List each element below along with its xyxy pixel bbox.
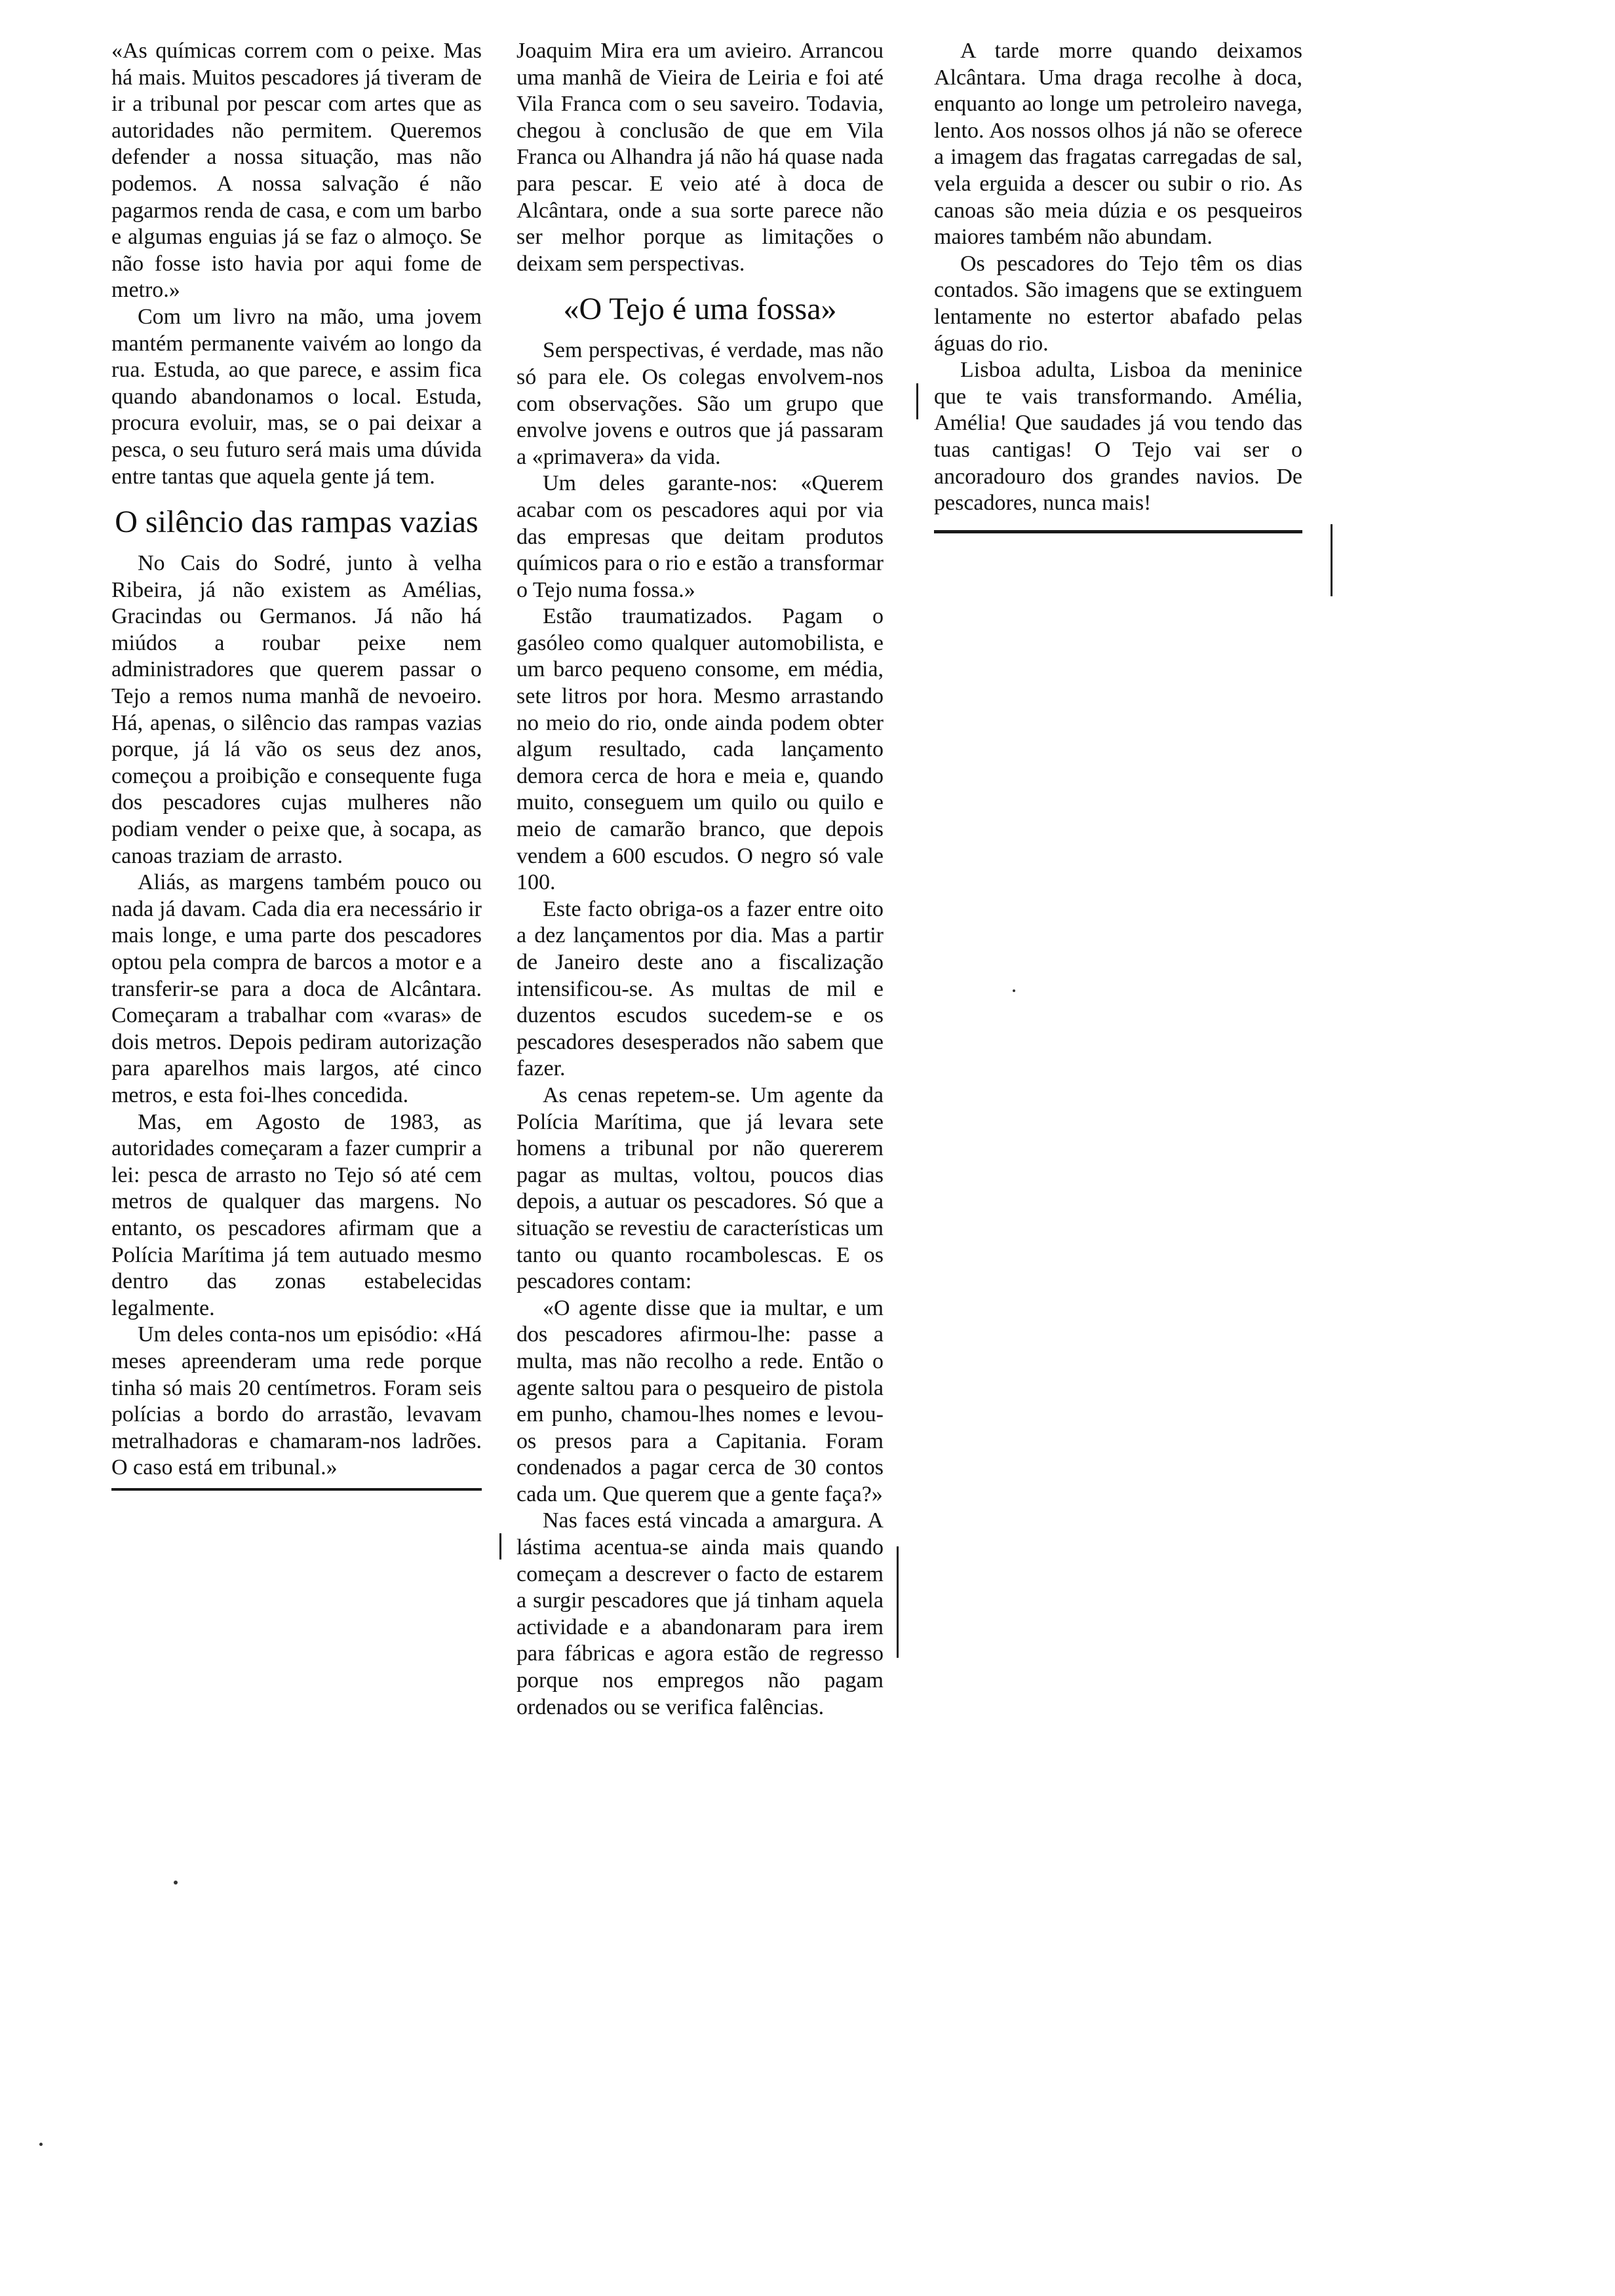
paragraph: Nas faces está vincada a amargura. A lástima acentua-se ainda mais quando começam a descrever o facto de estarem a surgir pescadores que já tinham aquela actividade e a abandonaram para irem para fábricas e agora estão de regresso porque nos empregos não pagam ordenados ou se verifica falências. [516,1508,884,1719]
paragraph: Este facto obriga-os a fazer entre oito a dez lançamentos por dia. Mas a partir de Janeiro deste ano a fiscalização intensificou-se. As multas de mil e duzentos escudos sucedem-se e os pescadores desesperados não sabem que fazer. [516,896,884,1081]
paragraph: As cenas repetem-se. Um agente da Polícia Marítima, que já levara sete homens a tribunal por não quererem pagar as multas, voltou, poucos dias depois, a autuar os pescadores. Só que a situação se revestiu de características um tanto ou quanto rocambolescas. E os pescadores contam: [516,1082,884,1294]
column-separator-mark [499,1533,501,1559]
paragraph: A tarde morre quando deixamos Alcântara. Uma draga recolhe à doca, enquanto ao longe um petroleiro navega, lento. Aos nossos olhos já não se oferece a imagem das fragatas carregadas de sal, vela erguida a descer ou subir o rio. As canoas são meia dúzia e os pesqueiros maiores também não abundam. [934,39,1302,250]
scan-speck [1013,989,1015,992]
paragraph: Mas, em Agosto de 1983, as autoridades começaram a fazer cumprir a lei: pesca de arrasto no Tejo só até cem metros de qualquer das margens. No entanto, os pescadores afirmam que a Polícia Marítima já tem autuado mesmo dentro das zonas estabelecidas legalmente. [111,1109,482,1320]
paragraph: Joaquim Mira era um avieiro. Arrancou uma manhã de Vieira de Leiria e foi até Vila Franca com o seu saveiro. Todavia, chegou à conclusão de que em Vila Franca ou Alhandra já não há quase nada para pescar. E veio até à doca de Alcântara, onde a sua sorte parece não ser melhor porque as limitações o deixam sem perspectivas. [516,39,884,276]
article-column-2 [516,38,884,1721]
paragraph: Com um livro na mão, uma jovem mantém permanente vaivém ao longo da rua. Estuda, ao que parece, e assim fica quando abandonamos o local. Estuda, procura evoluir, mas, se o pai deixar a pesca, o seu futuro será mais uma dúvida entre tantas que aquela gente já tem. [111,304,482,489]
scan-speck [39,2143,43,2146]
column-separator-mark [916,383,918,419]
article-column-1 [111,38,482,1491]
paragraph: Sem perspectivas, é verdade, mas não só para ele. Os colegas envolvem-nos com observações. São um grupo que envolve jovens e outros que já passaram a «primavera» da vida. [516,338,884,469]
article-end-rule [934,530,1302,533]
column-end-rule [111,1488,482,1491]
paragraph: Aliás, as margens também pouco ou nada já davam. Cada dia era necessário ir mais longe, e uma parte dos pescadores optou pela compra de barcos a motor e a transferir-se para a doca de Alcântara. Começaram a trabalhar com «varas» de dois metros. Depois pediram autorização para aparelhos mais largos, até cinco metros, e esta foi-lhes concedida. [111,870,482,1107]
section-heading: «O Tejo é uma fossa» [563,292,837,327]
paragraph: Estão traumatizados. Pagam o gasóleo como qualquer automobilista, e um barco pequeno consome, em média, sete litros por hora. Mesmo arrastando no meio do rio, onde ainda podem obter algum resultado, cada lançamento demora cerca de hora e meia e, quando muito, conseguem um quilo ou quilo e meio de camarão branco, que depois vendem a 600 escudos. O negro só vale 100. [516,604,884,895]
paragraph: Os pescadores do Tejo têm os dias contados. São imagens que se extinguem lentamente no estertor abafado pelas águas do rio. [934,251,1302,356]
paragraph: Um deles garante-nos: «Querem acabar com os pescadores aqui por via das empresas que deitam produtos químicos para o rio e estão a transformar o Tejo numa fossa.» [516,471,884,602]
paragraph: «O agente disse que ia multar, e um dos pescadores afirmou-lhe: passe a multa, mas não recolho a rede. Então o agente saltou para o pesqueiro de pistola em punho, chamou-lhes nomes e levou-os presos para a Capitania. Foram condenados a pagar cerca de 30 contos cada um. Que querem que a gente faça?» [516,1295,884,1506]
scan-speck [174,1881,178,1885]
paragraph: «As químicas correm com o peixe. Mas há mais. Muitos pescadores já tiveram de ir a tribunal por pescar com artes que as autoridades não permitem. Queremos defender a nossa situação, mas não podemos. A nossa salvação é não pagarmos renda de casa, e com um barbo e algumas enguias já se faz o almoço. Se não fosse isto havia por aqui fome de metro.» [111,39,482,303]
paragraph: Um deles conta-nos um episódio: «Há meses apreenderam uma rede porque tinha só mais 20 centímetros. Foram seis polícias a bordo do arrastão, levavam metralhadoras e chamaram-nos ladrões. O caso está em tribunal.» [111,1322,482,1480]
article-column-3 [934,38,1302,533]
column-separator-mark [1331,524,1333,596]
paragraph: No Cais do Sodré, junto à velha Ribeira, já não existem as Amélias, Gracindas ou Germanos. Já não há miúdos a roubar peixe nem administradores que querem passar o Tejo a remos numa manhã de nevoeiro. Há, apenas, o silêncio das rampas vazias porque, já lá vão os seus dez anos, começou a proibição e consequente fuga dos pescadores cujas mulheres não podiam vender o peixe que, à socapa, as canoas traziam de arrasto. [111,551,482,868]
section-heading: O silêncio das rampas vazias [115,505,478,540]
column-separator-mark [897,1546,899,1658]
paragraph: Lisboa adulta, Lisboa da meninice que te vais transformando. Amélia, Amélia! Que saudades já vou tendo das tuas cantigas! O Tejo vai ser o ancoradouro dos grandes navios. De pescadores, nunca mais! [934,358,1302,516]
